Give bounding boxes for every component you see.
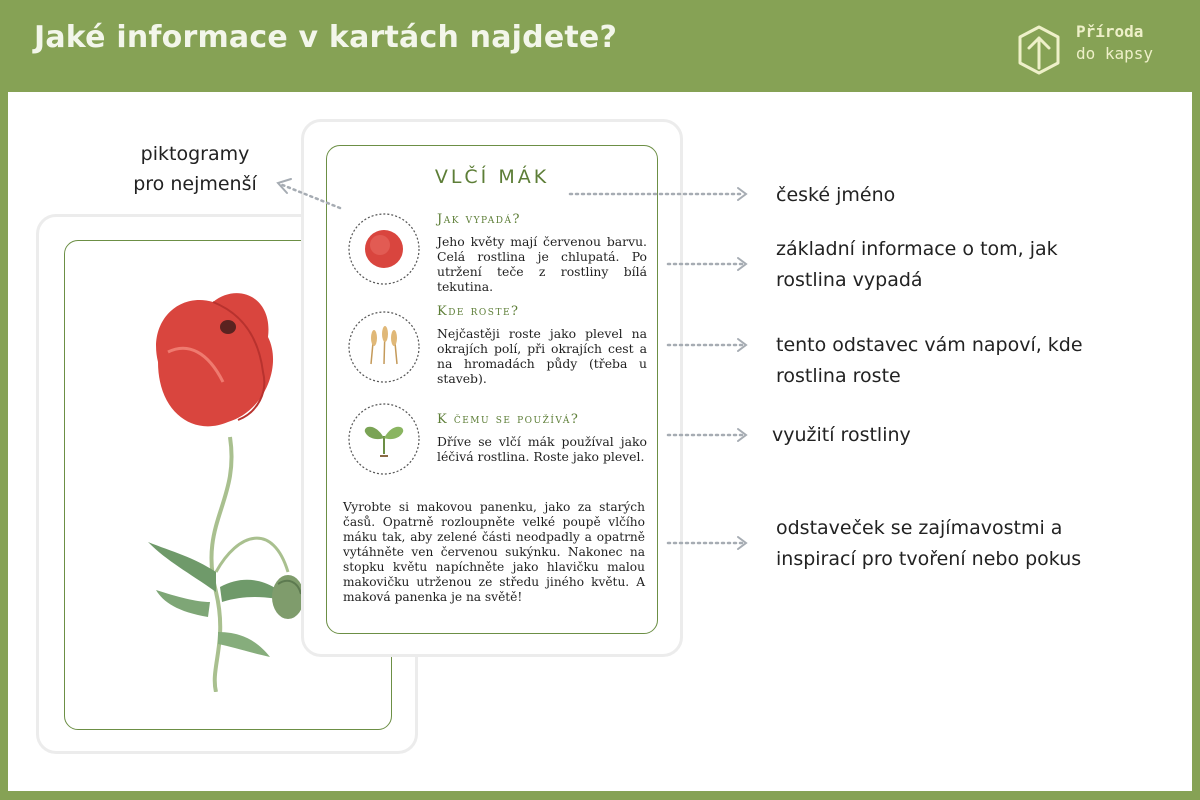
seedling-icon [347, 402, 421, 476]
poppy-illustration [98, 272, 328, 692]
section-heading-grows: Kde roste? [437, 304, 520, 319]
annotation-pictograms-line2: pro nejmenší [133, 173, 257, 195]
logo-text-line2: do kapsy [1076, 44, 1154, 63]
annotation-pictograms-line1: piktogramy [140, 143, 250, 165]
annotation-grows-line2: rostlina roste [776, 365, 901, 387]
content-area [8, 92, 1192, 791]
annotation-grows [776, 330, 1083, 392]
logo-text-line1: Příroda [1076, 22, 1144, 41]
card-front [301, 119, 683, 657]
annotation-use: využití rostliny [772, 424, 911, 446]
annotation-trivia-line1: odstaveček se zajímavostmi a [776, 517, 1063, 539]
section-heading-looks: Jak vypadá? [437, 212, 521, 227]
card-front-frame [326, 145, 658, 634]
annotation-looks [776, 234, 1058, 296]
annotation-looks-line1: základní informace o tom, jak [776, 238, 1058, 260]
annotation-name: české jméno [776, 184, 896, 206]
annotation-trivia-line2: inspirací pro tvoření nebo pokus [776, 548, 1082, 570]
section-text-use: Dříve se vlčí mák používal jako léčivá rostlina. Roste jako plevel. [437, 434, 647, 464]
annotation-grows-line1: tento odstavec vám napoví, kde [776, 334, 1083, 356]
trivia-paragraph: Vyrobte si makovou panenku, jako za starých časů. Opatrně rozloupněte velké poupě vlčího máku tak, aby zelené části neodpadly a opatrně vytáhněte ven červenou sukýnku. Nakonec na stopku květu napíchněte jako hlavičku malou makovičku utrženou ze středu jiného květu. A maková panenka je na světě! [343, 500, 645, 604]
leaf-arrow-icon [1016, 24, 1062, 76]
card-plant-name: VLČÍ MÁK [434, 166, 550, 188]
annotation-pictograms [120, 139, 270, 199]
annotation-looks-line2: rostlina vypadá [776, 269, 923, 291]
page-title: Jaké informace v kartách najdete? [34, 20, 618, 55]
section-text-looks: Jeho květy mají červenou barvu. Celá rostlina je chlupatá. Po utržení teče z rostliny bílá tekutina. [437, 234, 647, 294]
logo [1016, 22, 1166, 76]
red-flower-circle-icon [347, 212, 421, 286]
annotation-trivia [776, 513, 1081, 575]
section-heading-use: K čemu se používá? [437, 412, 580, 427]
wheat-field-icon [347, 310, 421, 384]
section-text-grows: Nejčastěji roste jako plevel na okrajích polí, při okrajích cest a na hromadách půdy (třeba u staveb). [437, 326, 647, 386]
